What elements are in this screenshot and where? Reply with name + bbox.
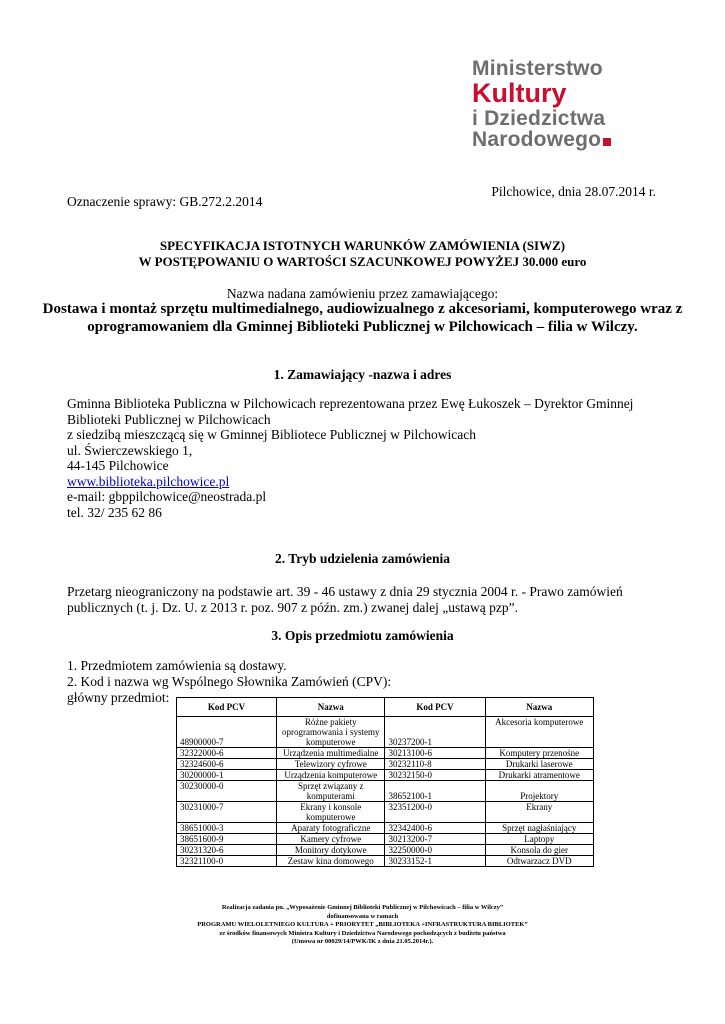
authority-line-2: z siedzibą mieszczącą się w Gminnej Bibliotece Publicznej w Pilchowicach [67,427,476,442]
logo-line-4: Narodowego [472,129,611,150]
table-row [177,802,594,823]
document-title-line-1: SPECYFIKACJA ISTOTNYCH WARUNKÓW ZAMÓWIENIA (SIWZ) [159,238,566,253]
order-name-label: Nazwa nadana zamówieniu przez zamawiającego: [226,286,499,301]
table-cell: Konsola do gier [485,845,593,856]
table-cell: Aparaty fotograficzne [277,823,385,834]
table-cell: 32324600-6 [177,759,277,770]
table-cell: Drukarki laserowe [485,759,593,770]
section-1-heading: 1. Zamawiający -nazwa i adres [273,367,452,382]
table-cell: Kamery cyfrowe [277,834,385,845]
table-cell: 48900000-7 [177,717,277,748]
column-header: Kod PCV [177,698,277,717]
table-row [177,845,594,856]
list-item: główny przedmiot: [67,690,170,705]
table-cell: Sprzęt związany z komputerami [277,781,385,802]
table-cell: Drukarki atramentowe [485,770,593,781]
table-header-row [177,698,594,717]
table-cell: 32322000-6 [177,748,277,759]
authority-website-link[interactable]: www.biblioteka.pilchowice.pl [67,473,230,489]
order-name-text: Dostawa i montaż sprzętu multimedialnego, audiowizualnego z akcesoriami, komputerowego wraz z oprogramowaniem dla Gminnej Biblioteki Publicznej w Pilchowicach – filia w Wilczy. [42,301,683,335]
table-cell: Projektory [485,781,593,802]
table-row [177,823,594,834]
table-cell: Komputery przenośne [485,748,593,759]
table-cell: Akcesoria komputerowe [485,717,593,748]
authority-street: ul. Świerczewskiego 1, [67,442,193,458]
table-cell: Telewizory cyfrowe [277,759,385,770]
section-2-heading: 2. Tryb udzielenia zamówienia [275,551,450,566]
logo-line-1: Ministerstwo [472,57,603,80]
funding-footer [120,904,605,947]
table-row [177,717,594,748]
table-cell: 30213200-7 [385,834,485,845]
table-cell: Zestaw kina domowego [277,856,385,867]
column-header: Nazwa [485,698,593,717]
table-row [177,748,594,759]
table-cell: Ekrany i konsole komputerowe [277,802,385,823]
footer-line-2: dofinansowana w ramach [326,912,399,920]
table-cell: 38651600-9 [177,834,277,845]
column-header: Nazwa [277,698,385,717]
table-cell: Ekrany [485,802,593,823]
case-number: Oznaczenie sprawy: GB.272.2.2014 [67,194,263,209]
table-cell: Urządzenia multimedialne [277,748,385,759]
table-cell: 38652100-1 [385,781,485,802]
table-cell: Odtwarzacz DVD [485,856,593,867]
table-row [177,759,594,770]
table-cell: 30213100-6 [385,748,485,759]
table-cell: 38651000-3 [177,823,277,834]
column-header: Kod PCV [385,698,485,717]
authority-city: 44-145 Pilchowice [67,458,169,473]
list-item: 1. Przedmiotem zamówienia są dostawy. [67,658,287,673]
logo-dot-icon [603,138,611,146]
table-cell: 32321100-0 [177,856,277,867]
table-cell: 30230000-0 [177,781,277,802]
place-date: Pilchowice, dnia 28.07.2014 r. [491,184,656,199]
contracting-authority-address [67,396,667,520]
table-cell: 30233152-1 [385,856,485,867]
document-title-line-2: W POSTĘPOWANIU O WARTOŚCI SZACUNKOWEJ POWYŻEJ 30.000 euro [138,254,587,269]
table-cell: Różne pakiety oprogramowania i systemy komputerowe [277,717,385,748]
table-cell: Sprzęt nagłaśniający [485,823,593,834]
table-row [177,770,594,781]
footer-line-5: (Umowa nr 00029/14/PWK/IK z dnia 21.05.2014r.). [291,938,434,945]
authority-email: e-mail: gbppilchowice@neostrada.pl [67,489,267,504]
authority-phone: tel. 32/ 235 62 86 [67,504,162,520]
footer-line-4: ze środków finansowych Ministra Kultury i Dziedzictwa Narodowego pochodzących z budżetu państwa [219,929,506,937]
table-cell: 32342400-6 [385,823,485,834]
list-item: 2. Kod i nazwa wg Wspólnego Słownika Zamówień (CPV): [67,674,392,689]
table-cell: 30231000-7 [177,802,277,823]
table-cell: Urządzenia komputerowe [277,770,385,781]
section-3-heading: 3. Opis przedmiotu zamówienia [271,628,454,643]
table-cell: 30231320-6 [177,845,277,856]
table-cell: Monitory dotykowe [277,845,385,856]
cpv-table [176,697,594,867]
table-row [177,781,594,802]
table-cell: 32351200-0 [385,802,485,823]
table-cell: Laptopy [485,834,593,845]
ministry-logo [472,58,611,150]
table-cell: 32250000-0 [385,845,485,856]
authority-line-1: Gminna Biblioteka Publiczna w Pilchowicach reprezentowana przez Ewę Łukoszek – Dyrektor Gminnej Biblioteki Publicznej w Pilchowicach [67,396,634,427]
procedure-text: Przetarg nieograniczony na podstawie art. 39 - 46 ustawy z dnia 29 stycznia 2004 r. - Prawo zamówień publicznych (t. j. Dz. U. z 2013 r. poz. 907 z późn. zm.) zwanej dalej „ustawą pzp”. [67,584,623,615]
logo-line-3: i Dziedzictwa [472,107,606,130]
logo-line-2: Kultury [472,78,567,108]
table-cell: 30237200-1 [385,717,485,748]
table-cell: 30232150-0 [385,770,485,781]
table-cell: 30232110-8 [385,759,485,770]
table-cell: 30200000-1 [177,770,277,781]
table-row [177,856,594,867]
footer-line-3: PROGRAMU WIELOLETNIEGO KULTURA + PRIORYTET „BIBLIOTEKA +INFRASTRUKTURA BIBLIOTEK” [197,921,528,928]
table-row [177,834,594,845]
footer-line-1: Realizacja zadania pn. „Wyposażenie Gminnej Biblioteki Publicznej w Pilchowicach – filia w Wilczy” [221,904,504,911]
